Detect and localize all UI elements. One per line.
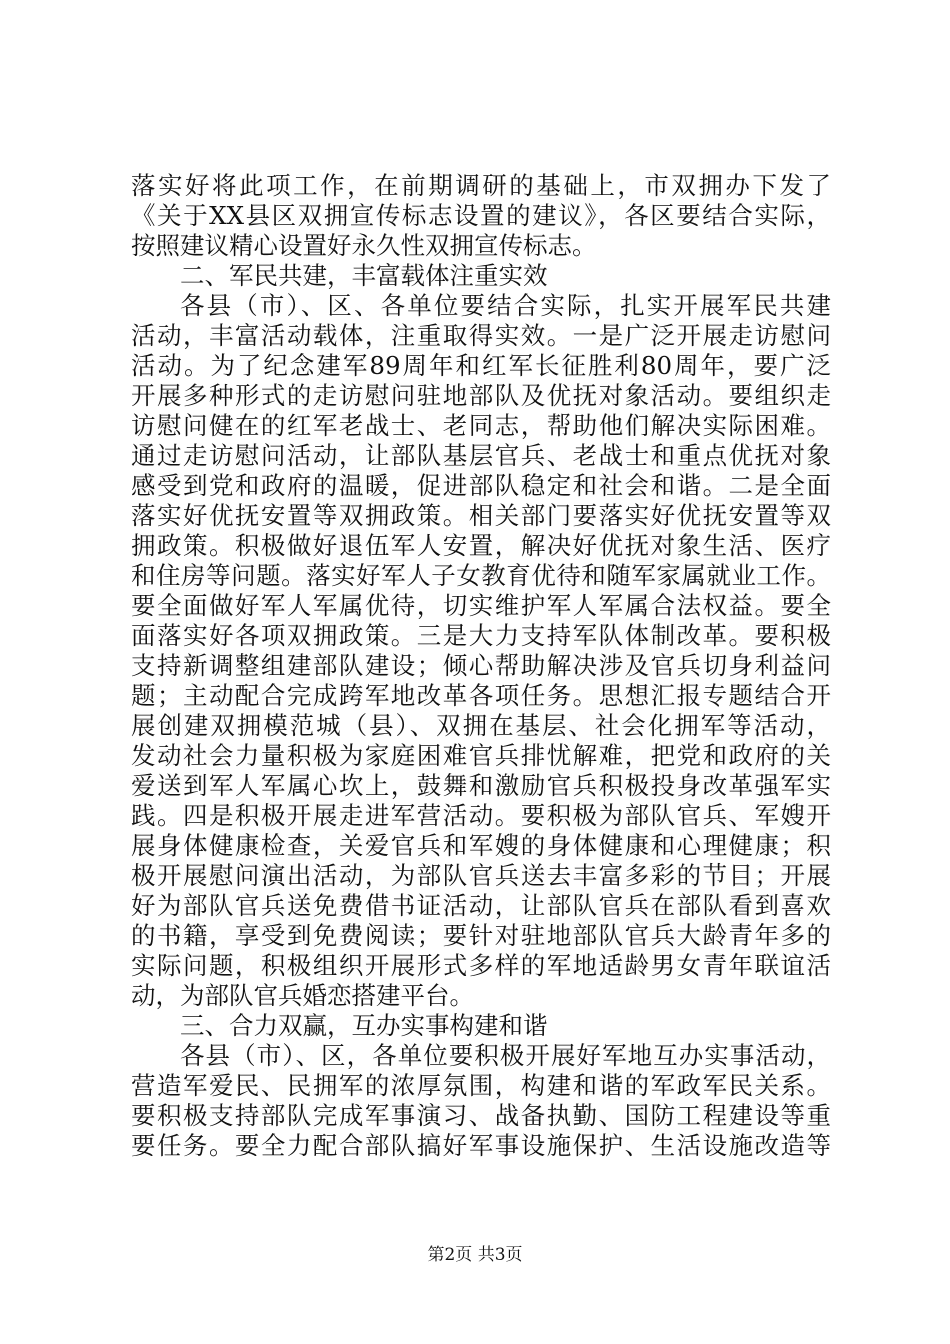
text-line: 按照建议精心设置好永久性双拥宣传标志。 bbox=[131, 231, 597, 260]
text-line: 实际问题，积极组织开展形式多样的军地适龄男女青年联谊活 bbox=[131, 951, 831, 980]
text-line: 发动社会力量积极为家庭困难官兵排忧解难，把党和政府的关 bbox=[131, 741, 831, 770]
text-line: 的书籍，享受到免费阅读；要针对驻地部队官兵大龄青年多的 bbox=[131, 921, 831, 950]
text-line: 拥政策。积极做好退伍军人安置，解决好优抚对象生活、医疗 bbox=[131, 531, 831, 560]
text-line: 题；主动配合完成跨军地改革各项任务。思想汇报专题结合开 bbox=[131, 681, 831, 710]
text-line: 要积极支持部队完成军事演习、战备执勤、国防工程建设等重 bbox=[131, 1101, 831, 1130]
page-footer: 第2页 共3页 bbox=[427, 1245, 523, 1265]
text-line: 活动。为了纪念建军89周年和红军长征胜利80周年，要广泛 bbox=[131, 351, 831, 380]
text-line: 三、合力双赢，互办实事构建和谐 bbox=[180, 1011, 548, 1040]
text-line: 开展多种形式的走访慰问驻地部队及优抚对象活动。要组织走 bbox=[131, 381, 831, 410]
text-line: 支持新调整组建部队建设；倾心帮助解决涉及官兵切身利益问 bbox=[131, 651, 831, 680]
text-line: 营造军爱民、民拥军的浓厚氛围，构建和谐的军政军民关系。 bbox=[131, 1071, 831, 1100]
text-line: 通过走访慰问活动，让部队基层官兵、老战士和重点优抚对象 bbox=[131, 441, 831, 470]
text-line: 动，为部队官兵婚恋搭建平台。 bbox=[131, 981, 474, 1010]
text-line: 和住房等问题。落实好军人子女教育优待和随军家属就业工作。 bbox=[131, 561, 831, 590]
text-line: 展创建双拥模范城（县）、双拥在基层、社会化拥军等活动， bbox=[131, 711, 831, 740]
text-line: 落实好将此项工作，在前期调研的基础上，市双拥办下发了 bbox=[131, 171, 831, 200]
text-line: 各县（市）、区、各单位要结合实际，扎实开展军民共建 bbox=[180, 291, 831, 320]
text-line: 落实好优抚安置等双拥政策。相关部门要落实好优抚安置等双 bbox=[131, 501, 831, 530]
text-line: 《关于XX县区双拥宣传标志设置的建议》，各区要结合实际， bbox=[131, 201, 831, 230]
text-line: 极开展慰问演出活动，为部队官兵送去丰富多彩的节目；开展 bbox=[131, 861, 831, 890]
text-line: 感受到党和政府的温暖，促进部队稳定和社会和谐。二是全面 bbox=[131, 471, 831, 500]
text-line: 要全面做好军人军属优待，切实维护军人军属合法权益。要全 bbox=[131, 591, 831, 620]
text-line: 践。四是积极开展走进军营活动。要积极为部队官兵、军嫂开 bbox=[131, 801, 831, 830]
document-body bbox=[131, 171, 831, 1161]
text-line: 展身体健康检查，关爱官兵和军嫂的身体健康和心理健康；积 bbox=[131, 831, 831, 860]
text-line: 各县（市）、区，各单位要积极开展好军地互办实事活动， bbox=[180, 1041, 831, 1070]
text-line: 活动，丰富活动载体，注重取得实效。一是广泛开展走访慰问 bbox=[131, 321, 831, 350]
text-line: 爱送到军人军属心坎上，鼓舞和激励官兵积极投身改革强军实 bbox=[131, 771, 831, 800]
text-line: 二、军民共建，丰富载体注重实效 bbox=[180, 261, 548, 290]
text-line: 访慰问健在的红军老战士、老同志，帮助他们解决实际困难。 bbox=[131, 411, 831, 440]
text-line: 好为部队官兵送免费借书证活动，让部队官兵在部队看到喜欢 bbox=[131, 891, 831, 920]
text-line: 面落实好各项双拥政策。三是大力支持军队体制改革。要积极 bbox=[131, 621, 831, 650]
text-line: 要任务。要全力配合部队搞好军事设施保护、生活设施改造等 bbox=[131, 1131, 831, 1160]
